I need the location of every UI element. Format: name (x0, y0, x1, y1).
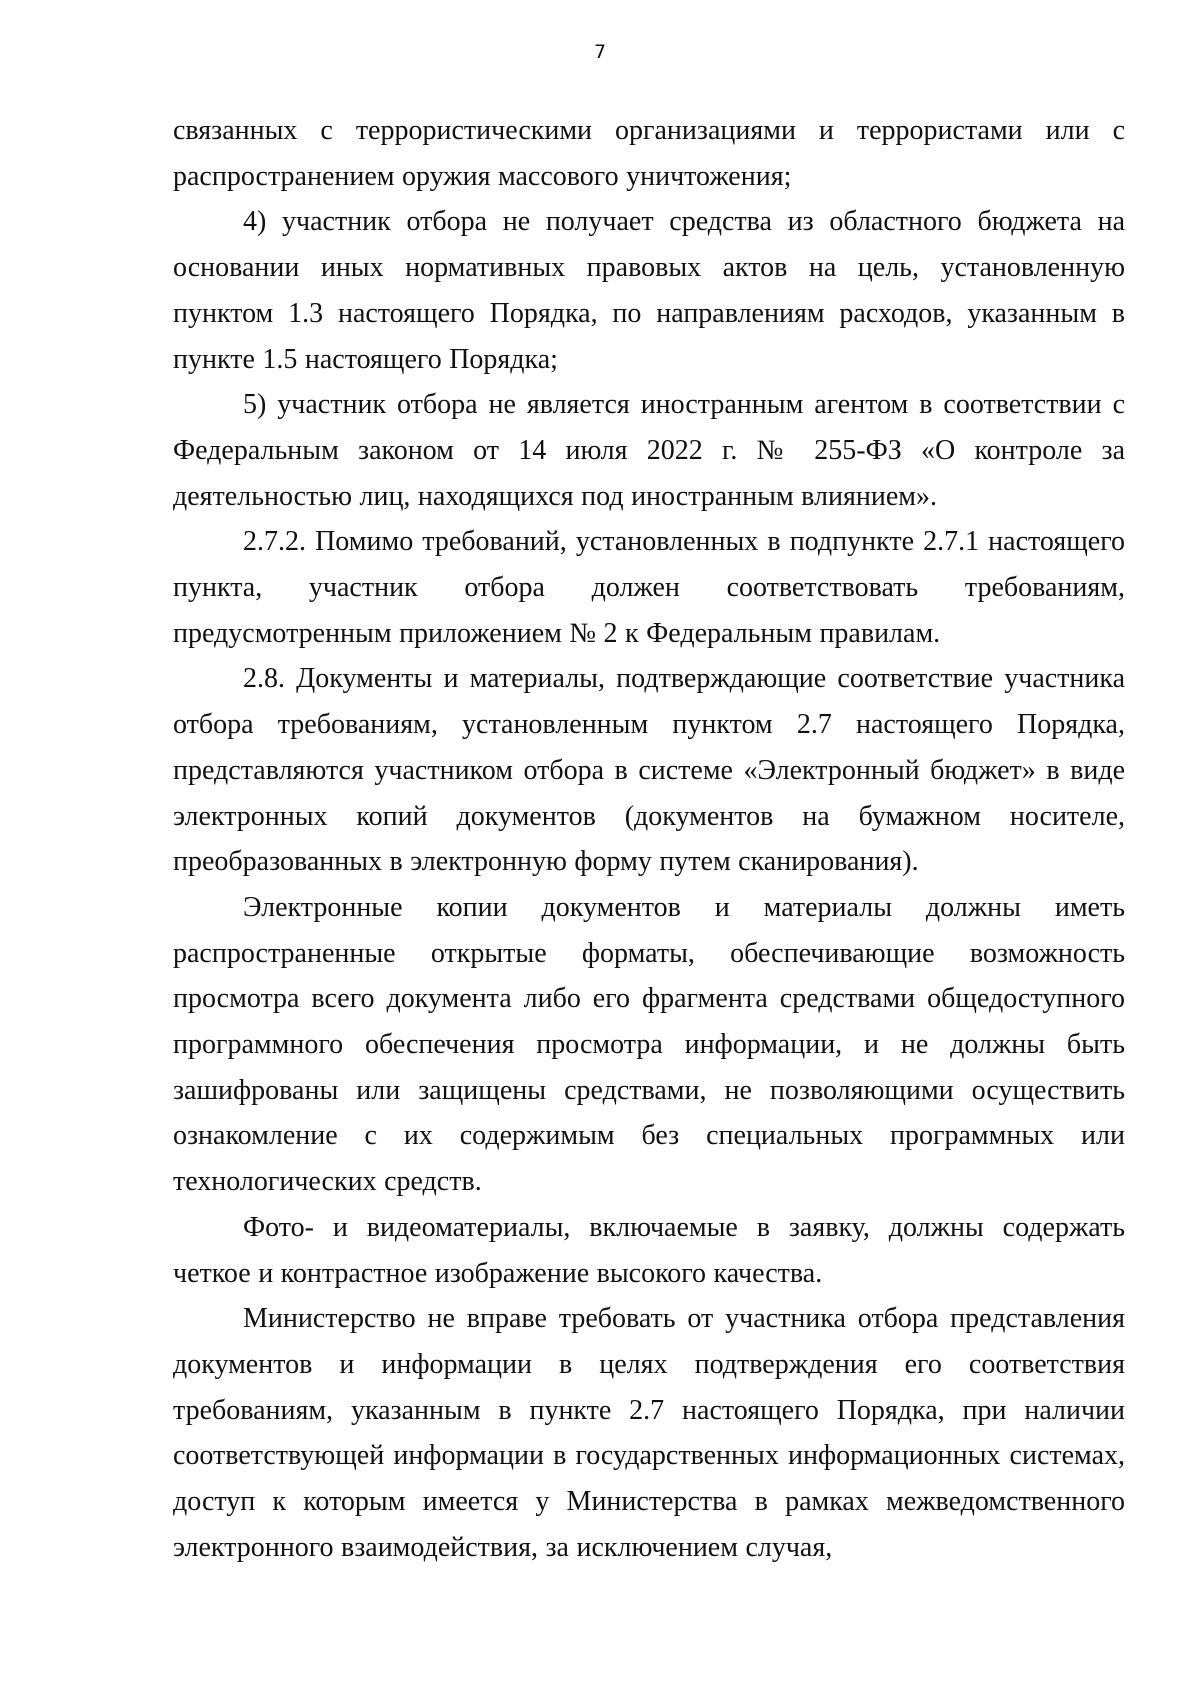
paragraph-item-4: 4) участник отбора не получает средства из областного бюджета на основании иных нормативных правовых актов на цель, установленную пунктом 1.3 настоящего Порядка, по направлениям расходов, указанным в пункте 1.5 настоящего Порядка; (173, 206, 1125, 375)
page-number: 7 (593, 41, 607, 63)
paragraph-2-7-2: 2.7.2. Помимо требований, установленных в подпункте 2.7.1 настоящего пункта, участник отбора должен соответствовать требованиям, предусмотренным приложением № 2 к Федеральным правилам. (173, 526, 1125, 649)
paragraph-2-8: 2.8. Документы и материалы, подтверждающие соответствие участника отбора требованиям, установленным пунктом 2.7 настоящего Порядка, представляются участником отбора в системе «Электронный бюджет» в виде электронных копий документов (документов на бумажном носителе, преобразованных в электронную форму путем сканирования). (173, 663, 1125, 878)
paragraph-photo-video: Фото- и видеоматериалы, включаемые в заявку, должны содержать четкое и контрастное изображение высокого качества. (173, 1211, 1125, 1289)
paragraph-continuation: связанных с террористическими организациями и террористами или с распространением оружия массового уничтожения; (173, 115, 1125, 192)
paragraph-electronic-copies: Электронные копии документов и материалы должны иметь распространенные открытые форматы, обеспечивающие возможность просмотра всего документа либо его фрагмента средствами общедоступного программного обеспечения просмотра информации, и не должны быть зашифрованы или защищены средствами, не позволяющими осуществить ознакомление с их содержимым без специальных программных или технологических средств. (173, 891, 1125, 1198)
document-body (173, 108, 1125, 1571)
paragraph-item-5: 5) участник отбора не является иностранным агентом в соответствии с Федеральным законом от 14 июля 2022 г. № 255-ФЗ «О контроле за деятельностью лиц, находящихся под иностранным влиянием». (173, 389, 1125, 512)
paragraph-ministry: Министерство не вправе требовать от участника отбора представления документов и информации в целях подтверждения его соответствия требованиям, указанным в пункте 2.7 настоящего Порядка, при наличии соответствующей информации в государственных информационных системах, доступ к которым имеется у Министерства в рамках межведомственного электронного взаимодействия, за исключением случая, (173, 1303, 1125, 1563)
